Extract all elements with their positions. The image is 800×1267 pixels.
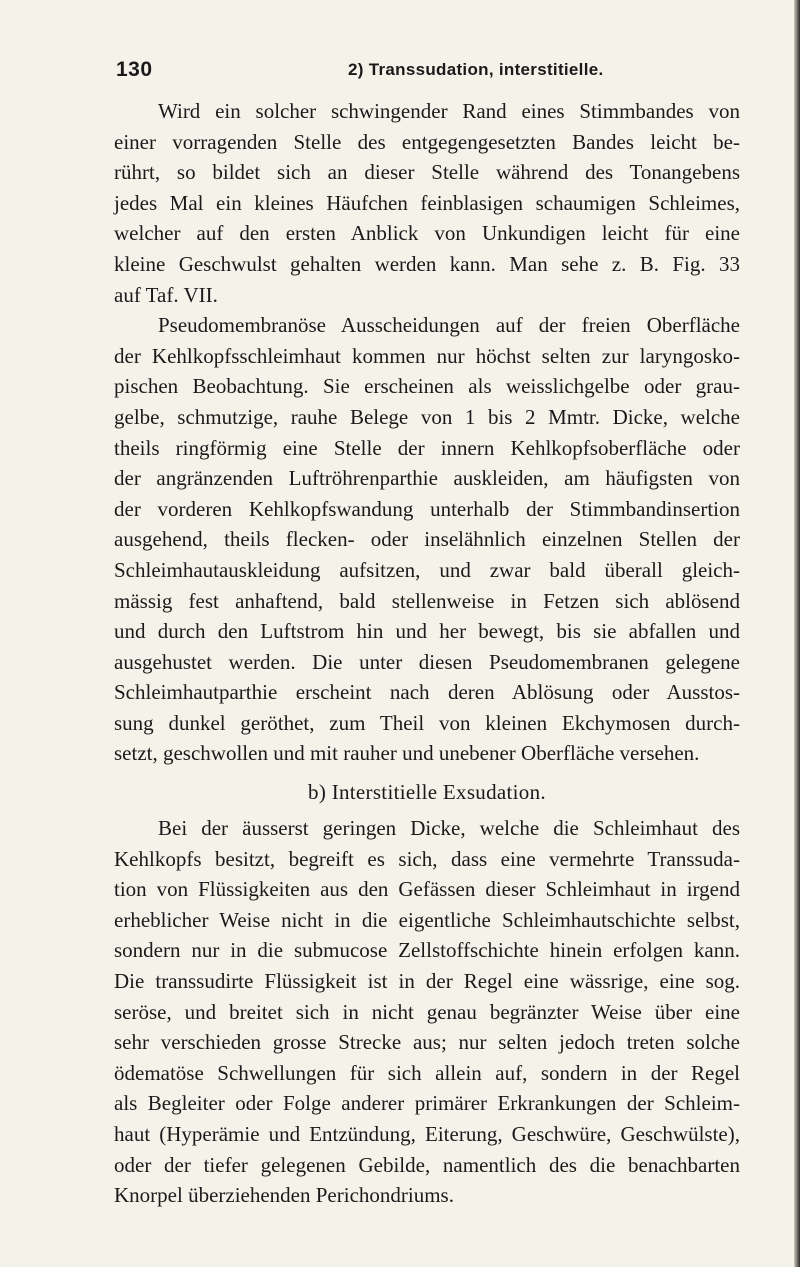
text-line: auf Taf. VII.	[114, 282, 218, 307]
text-line: ausgehustet werden. Die unter diesen Pseudomembranen gelegene	[114, 649, 740, 674]
text-line: ödematöse Schwellungen für sich allein auf, sondern in der Regel	[114, 1060, 740, 1085]
text-line: sehr verschieden grosse Strecke aus; nur selten jedoch treten solche	[114, 1030, 740, 1055]
text-line: jedes Mal ein kleines Häufchen feinblasigen schaumigen Schleimes,	[114, 190, 740, 215]
text-line: theils ringförmig eine Stelle der innern Kehlkopfsoberfläche oder	[114, 435, 740, 460]
text-line: der Kehlkopfsschleimhaut kommen nur höchst selten zur laryngosko-	[114, 343, 740, 368]
text-line: ausgehend, theils flecken- oder inselähnlich einzelnen Stellen der	[114, 527, 740, 552]
text-line: erheblicher Weise nicht in die eigentliche Schleimhautschichte selbst,	[114, 907, 740, 932]
text-line: welcher auf den ersten Anblick von Unkundigen leicht für eine	[114, 221, 740, 246]
text-line: sung dunkel geröthet, zum Theil von kleinen Ekchymosen durch-	[114, 710, 740, 735]
paragraph-block-2	[114, 813, 740, 1211]
text-line: als Begleiter oder Folge anderer primärer Erkrankungen der Schleim-	[114, 1091, 740, 1116]
text-line: pischen Beobachtung. Sie erscheinen als weisslichgelbe oder grau-	[114, 374, 740, 399]
text-line: gelbe, schmutzige, rauhe Belege von 1 bis 2 Mmtr. Dicke, welche	[114, 404, 740, 429]
text-line: tion von Flüssigkeiten aus den Gefässen dieser Schleimhaut in irgend	[114, 877, 740, 902]
text-line: rührt, so bildet sich an dieser Stelle während des Tonangebens	[114, 160, 740, 185]
text-line: kleine Geschwulst gehalten werden kann. Man sehe z. B. Fig. 33	[114, 251, 740, 276]
page-body	[114, 96, 740, 1211]
text-line: der angränzenden Luftröhrenparthie auskleiden, am häufigsten von	[114, 466, 740, 491]
text-line: Wird ein solcher schwingender Rand eines Stimmbandes von	[158, 99, 740, 123]
text-line: Pseudomembranöse Ausscheidungen auf der freien Oberfläche	[158, 313, 740, 338]
text-line: setzt, geschwollen und mit rauher und unebener Oberfläche versehen.	[114, 741, 700, 766]
text-line: einer vorragenden Stelle des entgegengesetzten Bandes leicht be-	[114, 129, 740, 154]
text-line: Kehlkopfs besitzt, begreift es sich, dass eine vermehrte Transsuda-	[114, 846, 740, 871]
running-head: 2) Transsudation, interstitielle.	[348, 60, 604, 79]
text-line: mässig fest anhaftend, bald stellenweise in Fetzen sich ablösend	[114, 588, 740, 613]
text-line: Knorpel überziehenden Perichondriums.	[114, 1183, 454, 1208]
text-line: Bei der äusserst geringen Dicke, welche die Schleimhaut des	[158, 816, 740, 841]
scan-edge-shadow	[794, 0, 800, 1267]
text-line: haut (Hyperämie und Entzündung, Eiterung, Geschwüre, Geschwülste),	[114, 1122, 740, 1146]
page-header	[116, 58, 736, 84]
text-line: sondern nur in die submucose Zellstoffschichte hinein erfolgen kann.	[114, 938, 740, 963]
text-line: der vorderen Kehlkopfswandung unterhalb der Stimmbandinsertion	[114, 496, 740, 521]
page-number: 130	[116, 58, 153, 81]
paragraph-block-1	[114, 96, 740, 769]
text-line: Schleimhautparthie erscheint nach deren Ablösung oder Ausstos-	[114, 680, 740, 705]
text-line: seröse, und breitet sich in nicht genau begränzter Weise über eine	[114, 999, 740, 1024]
section-heading: b) Interstitielle Exsudation.	[308, 780, 546, 805]
text-line: Schleimhautauskleidung aufsitzen, und zwar bald überall gleich-	[114, 557, 740, 582]
text-line: und durch den Luftstrom hin und her bewegt, bis sie abfallen und	[114, 619, 740, 644]
text-line: oder der tiefer gelegenen Gebilde, namentlich des die benachbarten	[114, 1152, 740, 1177]
text-line: Die transsudirte Flüssigkeit ist in der Regel eine wässrige, eine sog.	[114, 969, 740, 994]
